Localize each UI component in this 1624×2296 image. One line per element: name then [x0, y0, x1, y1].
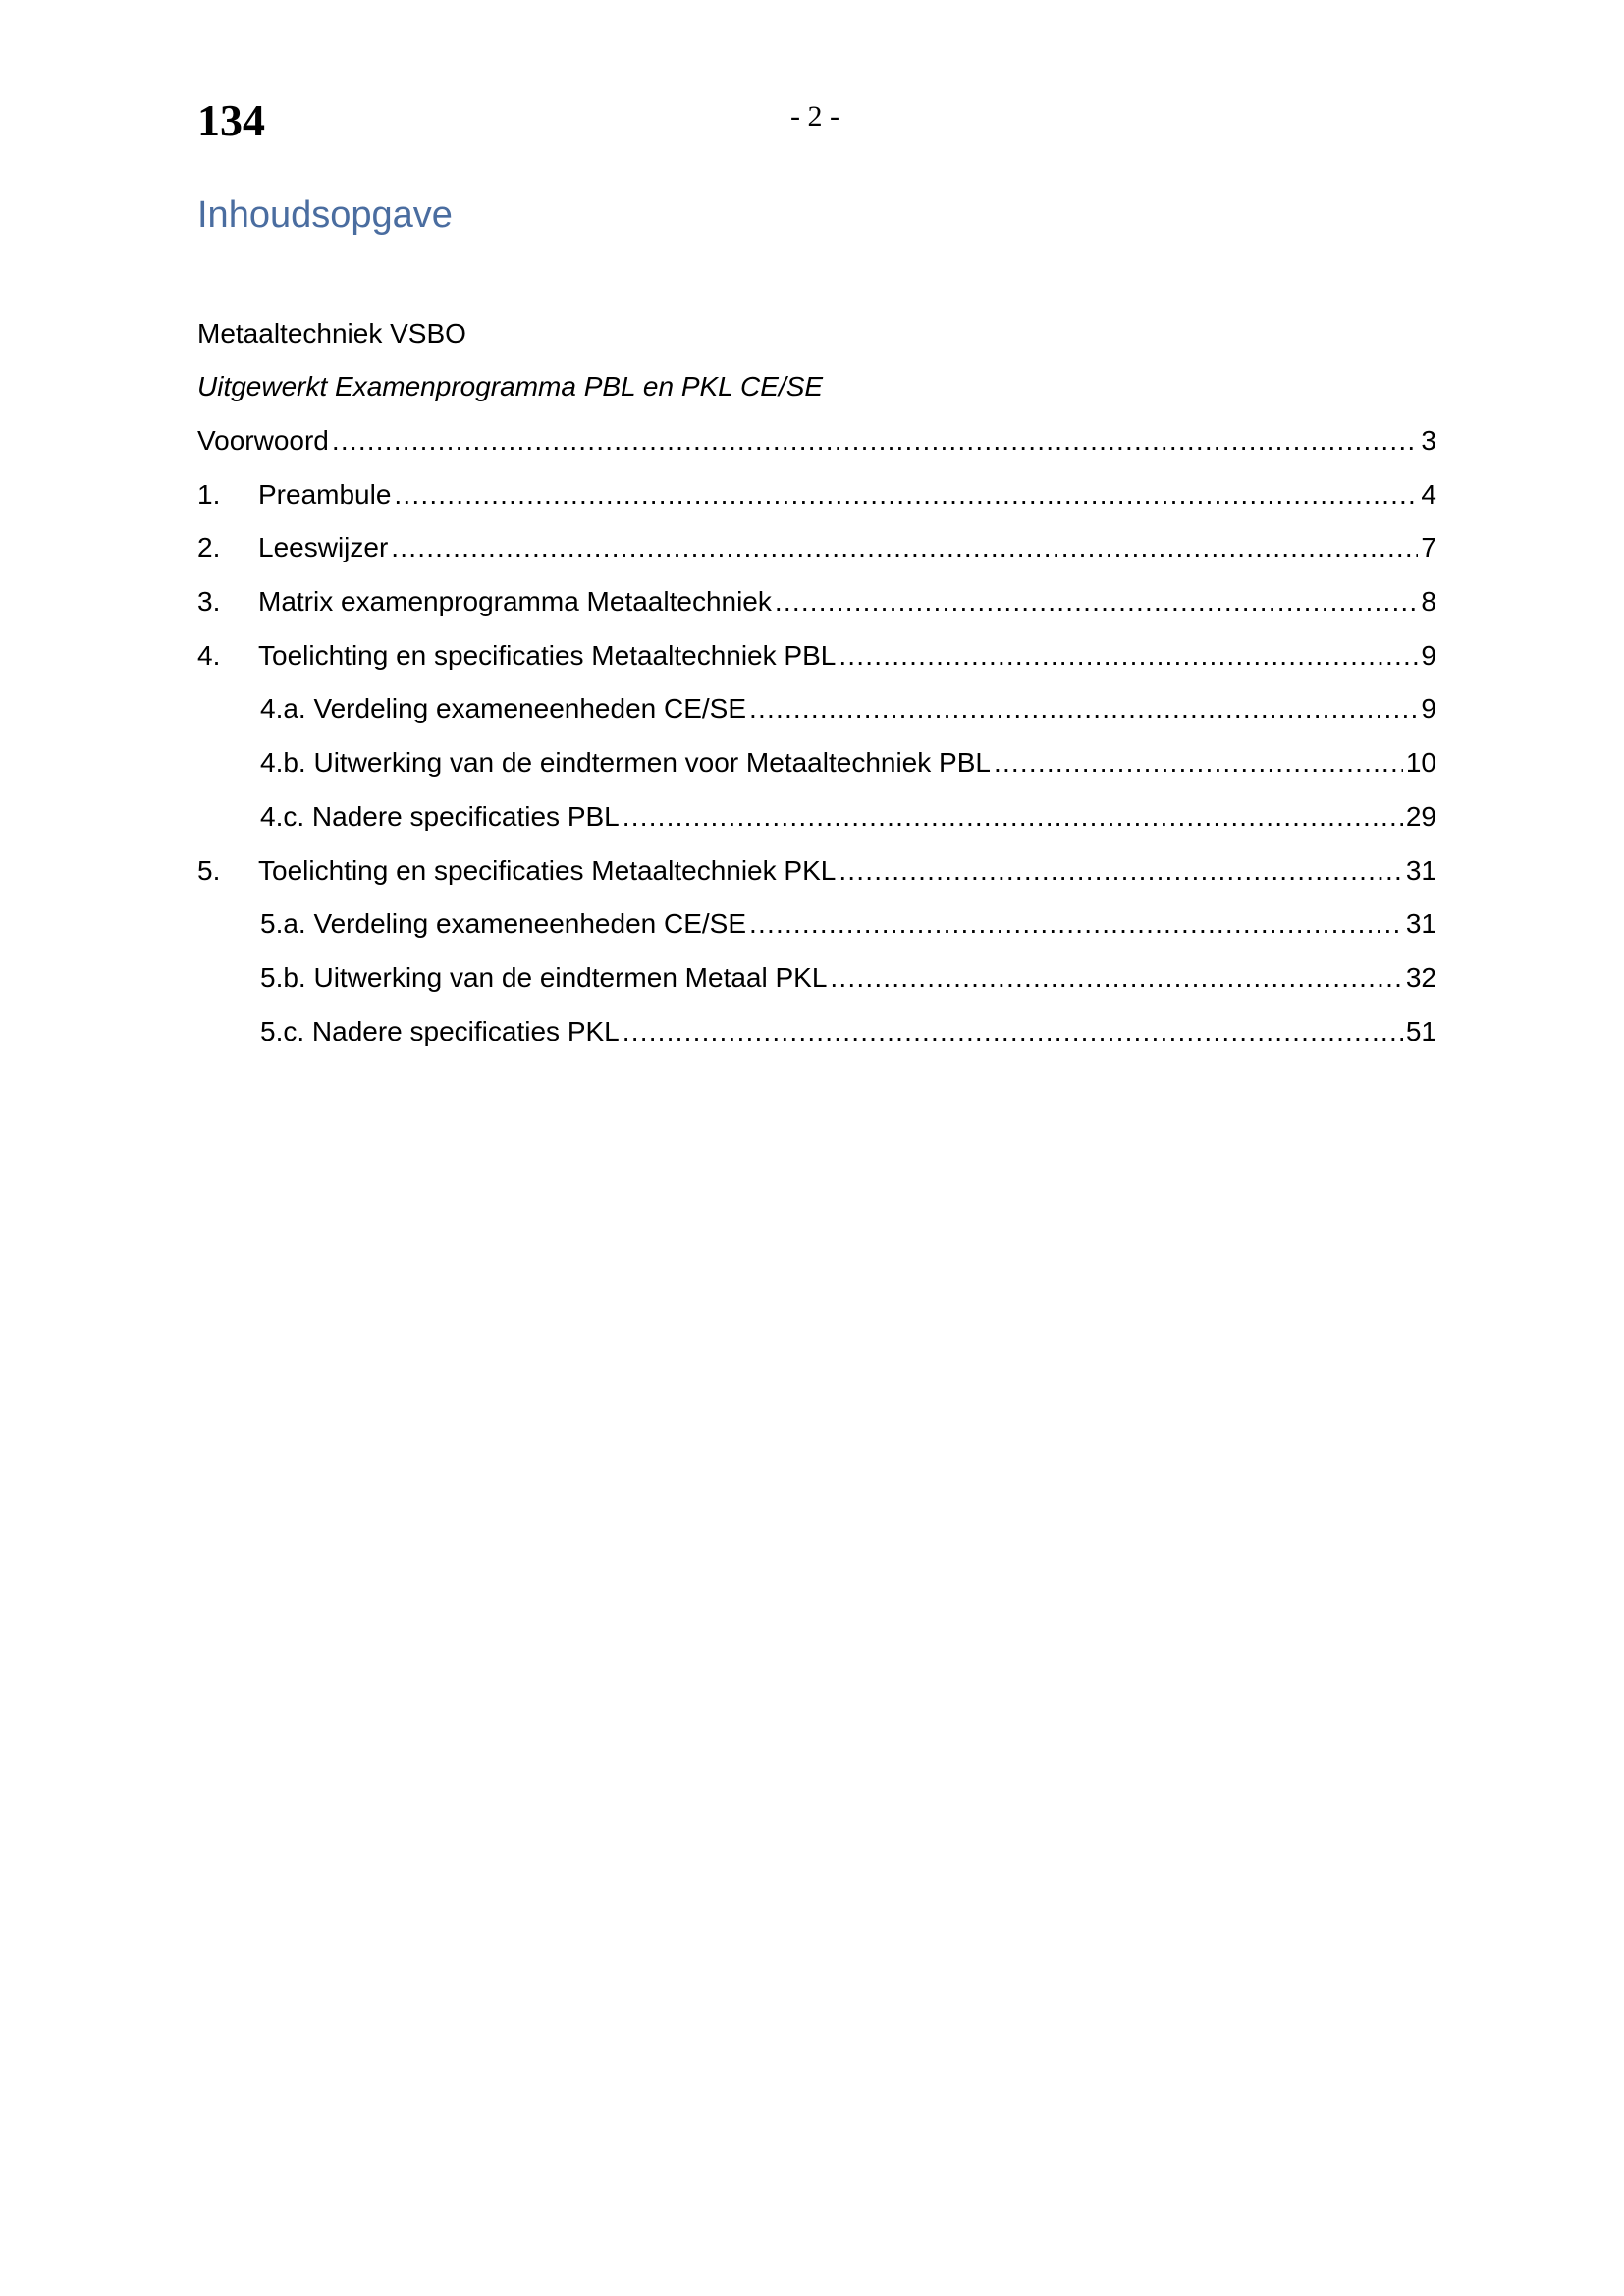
toc-entry-title: Leeswijzer	[258, 532, 389, 563]
toc-entry-matrix[interactable]	[197, 581, 1436, 635]
toc-entry-number: 2.	[197, 532, 221, 563]
toc-dot-leader	[749, 903, 1403, 944]
toc-entry-page: 7	[1421, 532, 1436, 563]
toc-entry-section-5b[interactable]	[197, 957, 1436, 1011]
toc-entry-leeswijzer[interactable]	[197, 527, 1436, 581]
toc-dot-leader	[623, 1011, 1403, 1052]
toc-entry-title: 4.c. Nadere specificaties PBL	[260, 800, 620, 831]
toc-dot-leader	[830, 957, 1402, 998]
toc-entry-page: 29	[1405, 800, 1436, 831]
toc-dot-leader	[775, 581, 1419, 622]
table-of-contents	[197, 420, 1436, 1064]
toc-dot-leader	[623, 796, 1403, 837]
toc-entry-number: 1.	[197, 478, 221, 509]
toc-dot-leader	[839, 635, 1418, 676]
toc-dot-leader	[749, 688, 1418, 729]
toc-dot-leader	[332, 420, 1419, 461]
toc-entry-title: 5.a. Verdeling exameneenheden CE/SE	[260, 908, 747, 939]
toc-entry-section-4c[interactable]	[197, 796, 1436, 850]
toc-entry-voorwoord[interactable]	[197, 420, 1436, 474]
document-number: 134	[197, 95, 265, 145]
toc-entry-number: 4.	[197, 639, 221, 670]
toc-entry-section-4a[interactable]	[197, 688, 1436, 742]
toc-subject: Metaaltechniek VSBO	[197, 318, 466, 348]
toc-entry-title: 4.b. Uitwerking van de eindtermen voor Metaaltechniek PBL	[260, 747, 991, 778]
toc-entry-page: 31	[1405, 908, 1436, 939]
toc-subtitle: Uitgewerkt Examenprogramma PBL en PKL CE/SE	[197, 371, 824, 401]
toc-heading: Inhoudsopgave	[197, 194, 453, 236]
toc-entry-page: 9	[1421, 693, 1436, 724]
toc-entry-number: 3.	[197, 586, 221, 617]
toc-entry-title: Matrix examenprogramma Metaaltechniek	[258, 586, 772, 617]
toc-entry-section-4b[interactable]	[197, 742, 1436, 796]
toc-entry-page: 3	[1421, 425, 1436, 455]
toc-entry-title: Toelichting en specificaties Metaaltechniek PBL	[258, 639, 837, 670]
toc-entry-section-4[interactable]	[197, 635, 1436, 689]
toc-entry-title: Preambule	[258, 478, 392, 509]
toc-dot-leader	[839, 850, 1403, 891]
toc-entry-page: 4	[1421, 478, 1436, 509]
toc-entry-number: 5.	[197, 854, 221, 885]
toc-dot-leader	[391, 527, 1418, 568]
toc-dot-leader	[994, 742, 1403, 783]
toc-entry-title: Toelichting en specificaties Metaaltechniek PKL	[258, 854, 837, 885]
toc-entry-preambule[interactable]	[197, 474, 1436, 528]
toc-entry-title: 5.b. Uitwerking van de eindtermen Metaal PKL	[260, 961, 828, 992]
page-number: - 2 -	[790, 100, 839, 133]
toc-entry-page: 8	[1421, 586, 1436, 617]
toc-entry-page: 10	[1405, 747, 1436, 778]
toc-dot-leader	[394, 474, 1418, 515]
toc-entry-section-5a[interactable]	[197, 903, 1436, 957]
toc-entry-section-5[interactable]	[197, 850, 1436, 904]
toc-entry-title: 5.c. Nadere specificaties PKL	[260, 1015, 620, 1046]
toc-entry-page: 32	[1405, 961, 1436, 992]
toc-entry-section-5c[interactable]	[197, 1011, 1436, 1065]
toc-entry-title: Voorwoord	[197, 425, 329, 455]
toc-entry-title: 4.a. Verdeling exameneenheden CE/SE	[260, 693, 747, 724]
toc-entry-page: 31	[1405, 854, 1436, 885]
toc-entry-page: 9	[1421, 639, 1436, 670]
toc-entry-page: 51	[1405, 1015, 1436, 1046]
